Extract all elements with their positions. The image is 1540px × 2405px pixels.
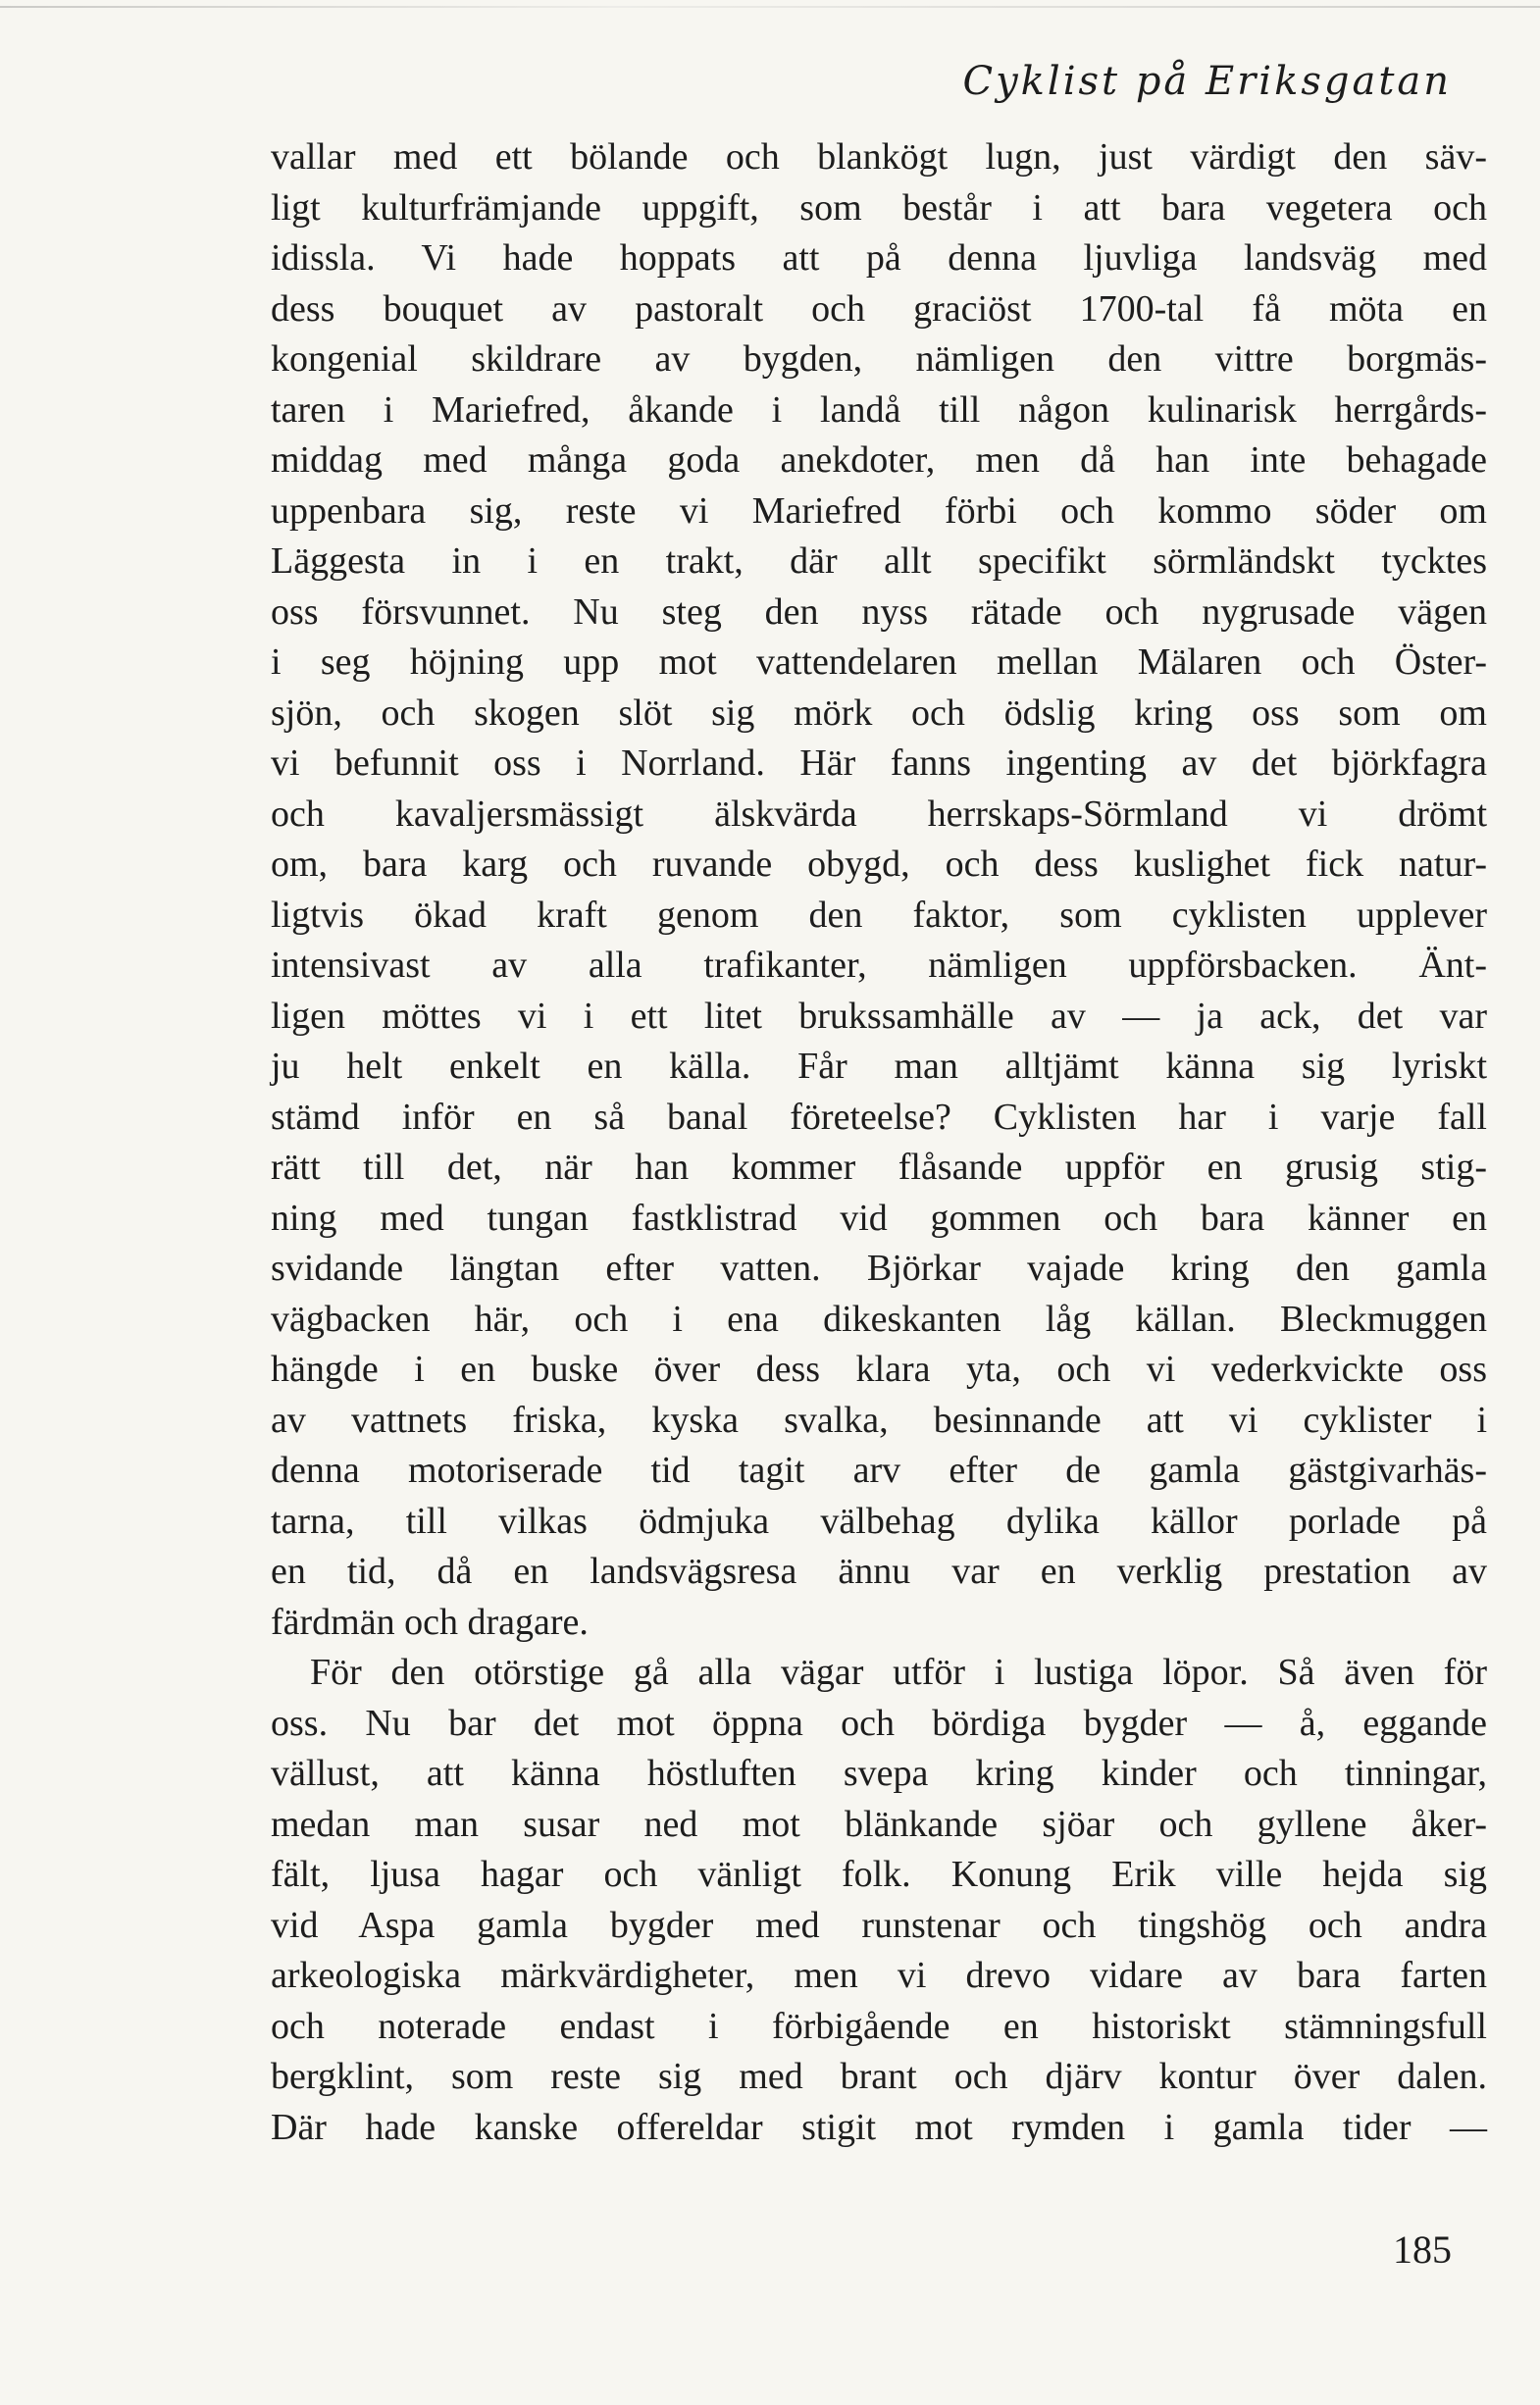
text-line: vi befunnit oss i Norrland. Här fanns ingenting av det björkfagra	[271, 742, 1487, 784]
text-line: uppenbara sig, reste vi Mariefred förbi och kommo söder om	[271, 489, 1487, 532]
text-line: Läggesta in i en trakt, där allt specifikt sörmländskt tycktes	[271, 540, 1487, 582]
text-line: bergklint, som reste sig med brant och djärv kontur över dalen.	[271, 2056, 1487, 2097]
body-text	[271, 132, 1487, 2153]
text-line: en tid, då en landsvägsresa ännu var en verklig prestation av	[271, 1551, 1487, 1592]
page-number: 185	[1393, 2227, 1452, 2272]
text-line: oss försvunnet. Nu steg den nyss rätade och nygrusade vägen	[271, 590, 1487, 633]
text-line: idissla. Vi hade hoppats att på denna ljuvliga landsväg med	[271, 237, 1487, 279]
text-line: av vattnets friska, kyska svalka, besinnande att vi cyklister i	[271, 1399, 1487, 1441]
text-line: tarna, till vilkas ödmjuka välbehag dylika källor porlade på	[271, 1500, 1487, 1542]
text-line: ju helt enkelt en källa. Får man alltjämt känna sig lyriskt	[271, 1046, 1487, 1087]
text-line: vallar med ett bölande och blankögt lugn, just värdigt den säv-	[271, 136, 1487, 178]
text-line: fält, ljusa hagar och vänligt folk. Konung Erik ville hejda sig	[271, 1854, 1487, 1895]
text-line: För den otörstige gå alla vägar utför i lustiga löpor. Så även för	[310, 1652, 1487, 1693]
text-line: svidande längtan efter vatten. Björkar vajade kring den gamla	[271, 1248, 1487, 1289]
text-line: dess bouquet av pastoralt och graciöst 1700-tal få möta en	[271, 287, 1487, 330]
text-line: vägbacken här, och i ena dikeskanten låg källan. Bleckmuggen	[271, 1298, 1487, 1340]
text-line: vällust, att känna höstluften svepa kring kinder och tinningar,	[271, 1753, 1487, 1794]
running-head: Cyklist på Eriksgatan	[962, 59, 1452, 104]
text-line: och kavaljersmässigt älskvärda herrskaps-Sörmland vi drömt	[271, 793, 1487, 835]
text-line: ning med tungan fastklistrad vid gommen och bara känner en	[271, 1197, 1487, 1239]
text-line: denna motoriserade tid tagit arv efter de gamla gästgivarhäs-	[271, 1450, 1487, 1491]
text-line: och noterade endast i förbigående en historiskt stämningsfull	[271, 2005, 1487, 2047]
text-line: Där hade kanske offereldar stigit mot rymden i gamla tider —	[271, 2106, 1487, 2148]
text-line: sjön, och skogen slöt sig mörk och ödslig kring oss som om	[271, 691, 1487, 734]
text-line: arkeologiska märkvärdigheter, men vi drevo vidare av bara farten	[271, 1955, 1487, 1996]
text-line: medan man susar ned mot blänkande sjöar och gyllene åker-	[271, 1803, 1487, 1845]
text-line: oss. Nu bar det mot öppna och bördiga bygder — å, eggande	[271, 1702, 1487, 1744]
text-line: hängde i en buske över dess klara yta, och vi vederkvickte oss	[271, 1349, 1487, 1390]
text-line: taren i Mariefred, åkande i landå till någon kulinarisk herrgårds-	[271, 388, 1487, 431]
text-line: middag med många goda anekdoter, men då han inte behagade	[271, 439, 1487, 481]
text-line: om, bara karg och ruvande obygd, och dess kuslighet fick natur-	[271, 844, 1487, 885]
text-line: i seg höjning upp mot vattendelaren mellan Mälaren och Öster-	[271, 641, 1487, 683]
text-line: ligt kulturfrämjande uppgift, som består i att bara vegetera och	[271, 186, 1487, 229]
text-line: ligtvis ökad kraft genom den faktor, som cyklisten upplever	[271, 894, 1487, 936]
text-line: intensivast av alla trafikanter, nämligen uppförsbacken. Änt-	[271, 945, 1487, 986]
text-line: kongenial skildrare av bygden, nämligen den vittre borgmäs-	[271, 338, 1487, 380]
text-line: stämd inför en så banal företeelse? Cyklisten har i varje fall	[271, 1096, 1487, 1138]
paragraph	[271, 1648, 1487, 2153]
text-line: ligen möttes vi i ett litet brukssamhälle av — ja ack, det var	[271, 995, 1487, 1037]
paragraph	[271, 132, 1487, 1648]
page-top-edge	[0, 6, 1540, 8]
text-line: rätt till det, när han kommer flåsande uppför en grusig stig-	[271, 1147, 1487, 1188]
text-line: färdmän och dragare.	[271, 1601, 589, 1643]
text-line: vid Aspa gamla bygder med runstenar och tingshög och andra	[271, 1904, 1487, 1946]
